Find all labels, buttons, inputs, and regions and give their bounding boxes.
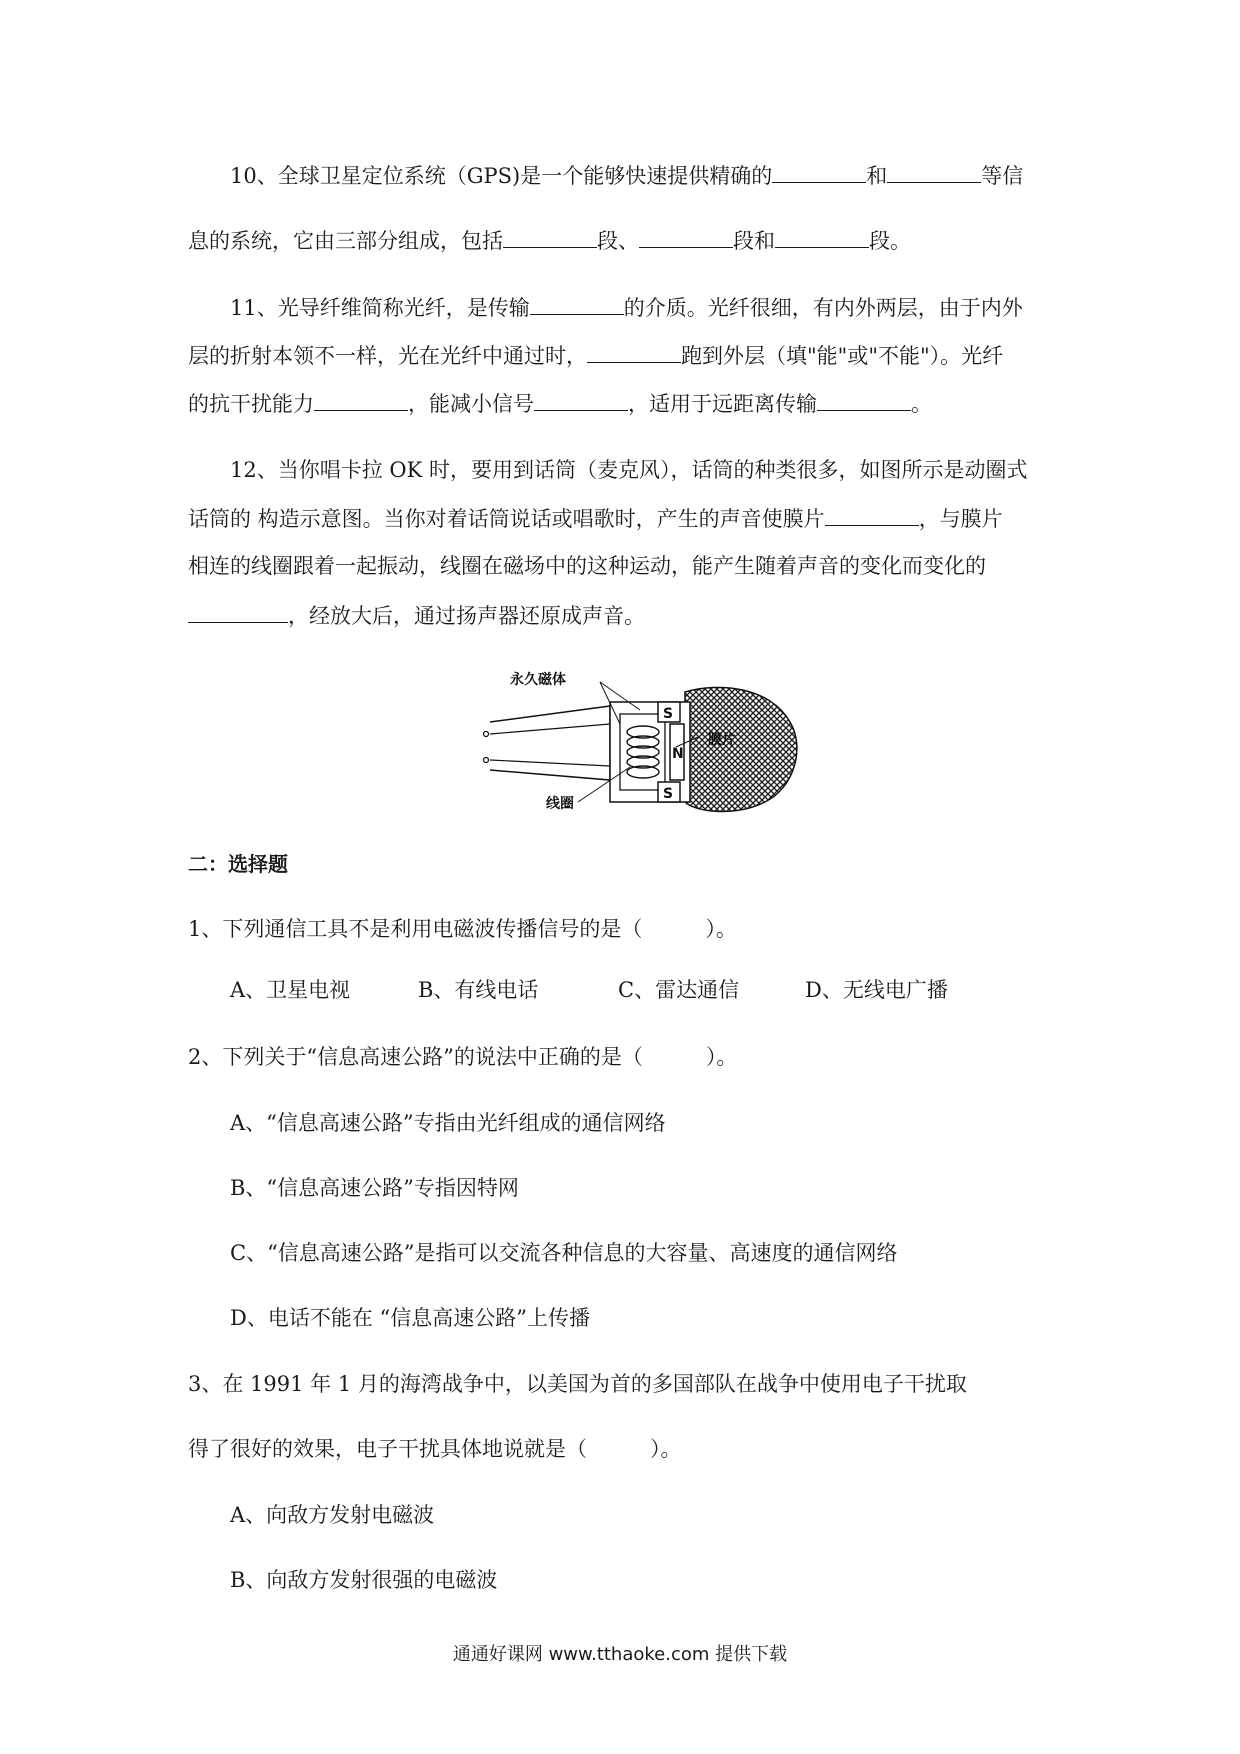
answer-blank: [503, 225, 597, 248]
label-s-top: S: [663, 706, 674, 722]
answer-blank: [639, 225, 733, 248]
answer-blank: [817, 388, 911, 411]
mc2-option-c: C、“信息高速公路”是指可以交流各种信息的大容量、高速度的通信网络: [230, 1241, 898, 1265]
q12-line-4: ，经放大后，通过扬声器还原成声音。: [188, 600, 645, 631]
mc3-option-b: B、向敌方发射很强的电磁波: [230, 1568, 498, 1592]
section-title: 二：选择题: [188, 852, 288, 876]
q12-line-1: 12、当你唱卡拉 OK 时，要用到话筒（麦克风），话筒的种类很多，如图所示是动圈式: [230, 458, 1028, 482]
label-permanent-magnet: 永久磁体: [510, 672, 566, 688]
mc3-question-line-1: 3、在 1991 年 1 月的海湾战争中，以美国为首的多国部队在战争中使用电子干扰取: [188, 1372, 967, 1396]
q12-line-3: 相连的线圈跟着一起振动，线圈在磁场中的这种运动，能产生随着声音的变化而变化的: [188, 554, 986, 578]
membrane-head: [685, 687, 797, 811]
answer-blank: [188, 600, 288, 623]
answer-blank: [314, 388, 408, 411]
answer-blank: [775, 225, 869, 248]
answer-blank: [530, 292, 624, 315]
label-membrane: 膜片: [708, 732, 736, 748]
mc1-question: 1、下列通信工具不是利用电磁波传播信号的是（ ）。: [188, 917, 737, 941]
q10-line-2: 息的系统，它由三部分组成，包括 段、 段和 段。: [188, 225, 911, 256]
label-n: N: [672, 746, 684, 762]
terminal-icon: [484, 758, 489, 763]
mc3-option-a: A、向敌方发射电磁波: [230, 1503, 435, 1527]
mc1-option-b: B、有线电话: [418, 978, 539, 1002]
answer-blank: [887, 160, 981, 183]
mc1-option-d: D、无线电广播: [805, 978, 948, 1002]
microphone-diagram: [480, 662, 820, 822]
mc2-option-d: D、电话不能在 “信息高速公路”上传播: [230, 1306, 590, 1330]
label-coil: 线圈: [546, 796, 574, 812]
mc1-option-a: A、卫星电视: [230, 978, 351, 1002]
q11-line-1: 11、光导纤维简称光纤，是传输 的介质。光纤很细，有内外两层，由于内外: [230, 292, 1023, 323]
answer-blank: [587, 340, 681, 363]
mc2-option-b: B、“信息高速公路”专指因特网: [230, 1176, 519, 1200]
mc1-option-c: C、雷达通信: [618, 978, 740, 1002]
q11-line-3: 的抗干扰能力 ，能减小信号 ，适用于远距离传输 。: [188, 388, 932, 419]
q11-line-2: 层的折射本领不一样，光在光纤中通过时， 跑到外层（填"能"或"不能"）。光纤: [188, 340, 1003, 371]
q12-line-2: 话筒的 构造示意图。当你对着话筒说话或唱歌时，产生的声音使膜片 ，与膜片: [188, 503, 1003, 534]
q10-line-1: 10、全球卫星定位系统（GPS)是一个能够快速提供精确的 和 等信: [230, 160, 1023, 191]
mc3-question-line-2: 得了很好的效果，电子干扰具体地说就是（ ）。: [188, 1437, 682, 1461]
microphone-handle: [490, 706, 610, 780]
label-s-bottom: S: [663, 786, 674, 802]
page-footer: 通通好课网 www.tthaoke.com 提供下载: [452, 1644, 788, 1665]
answer-blank: [825, 503, 919, 526]
mc2-question: 2、下列关于“信息高速公路”的说法中正确的是（ ）。: [188, 1045, 738, 1069]
terminal-icon: [484, 732, 489, 737]
answer-blank: [772, 160, 866, 183]
mc2-option-a: A、“信息高速公路”专指由光纤组成的通信网络: [230, 1111, 666, 1135]
answer-blank: [534, 388, 628, 411]
